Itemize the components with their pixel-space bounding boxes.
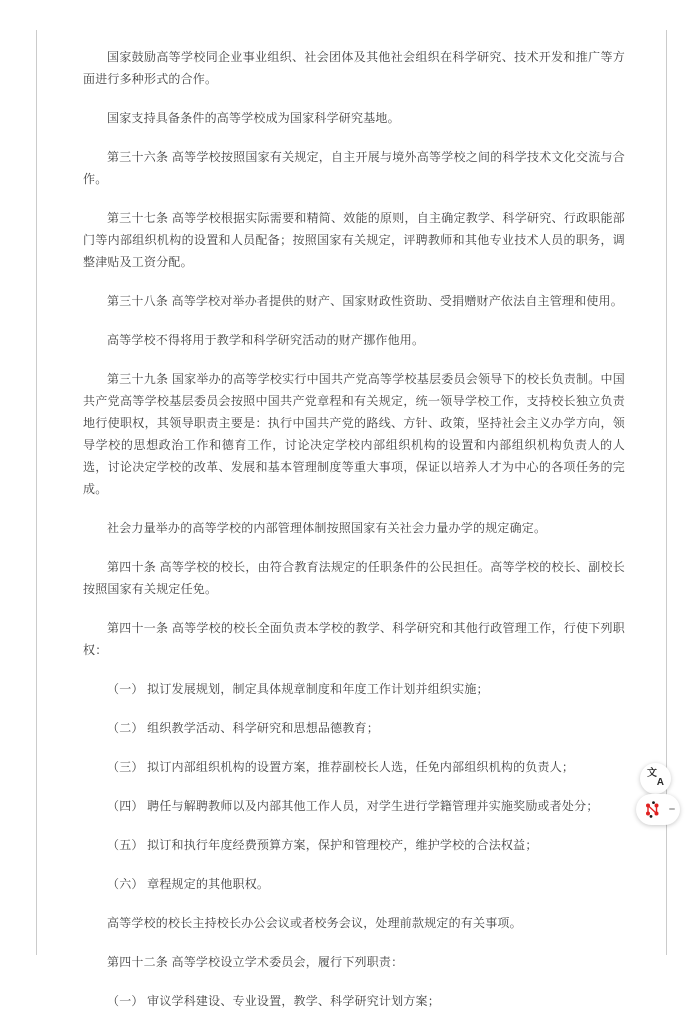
- paragraph-article-41: 第四十一条 高等学校的校长全面负责本学校的教学、科学研究和其他行政管理工作，行使下列职权：: [83, 621, 625, 657]
- paragraph: 高等学校不得将用于教学和科学研究活动的财产挪作他用。: [107, 333, 425, 347]
- list-item-5: （五） 拟订和执行年度经费预算方案，保护和管理校产，维护学校的合法权益；: [107, 838, 538, 852]
- list-item-1: （一） 拟订发展规划，制定具体规章制度和年度工作计划并组织实施；: [107, 682, 489, 696]
- paragraph-article-36: 第三十六条 高等学校按照国家有关规定，自主开展与境外高等学校之间的科学技术文化交流与合作。: [83, 150, 625, 186]
- document-body: [83, 46, 625, 1012]
- graph-n-icon: [644, 801, 661, 818]
- list-item-1b: （一） 审议学科建设、专业设置，教学、科学研究计划方案；: [107, 994, 440, 1008]
- list-item-2: （二） 组织教学活动、科学研究和思想品德教育；: [107, 721, 379, 735]
- list-item-4: （四） 聘任与解聘教师以及内部其他工作人员，对学生进行学籍管理并实施奖励或者处分；: [107, 799, 599, 813]
- paragraph-article-38: 第三十八条 高等学校对举办者提供的财产、国家财政性资助、受捐赠财产依法自主管理和使用。: [107, 294, 623, 308]
- collapse-handle[interactable]: [669, 808, 675, 810]
- paragraph-article-40: 第四十条 高等学校的校长，由符合教育法规定的任职条件的公民担任。高等学校的校长、副校长按照国家有关规定任免。: [83, 560, 625, 596]
- list-item-6: （六） 章程规定的其他职权。: [107, 877, 270, 891]
- paragraph-article-39: 第三十九条 国家举办的高等学校实行中国共产党高等学校基层委员会领导下的校长负责制。中国共产党高等学校基层委员会按照中国共产党章程和有关规定，统一领导学校工作，支持校长独立负责地行使职权，其领导职责主要是：执行中国共产党的路线、方针、政策，坚持社会主义办学方向，领导学校的思想政治工作和德育工作，讨论决定学校内部组织机构的设置和内部组织机构负责人的人选，讨论决定学校的改革、发展和基本管理制度等重大事项，保证以培养人才为中心的各项任务的完成。: [83, 372, 625, 496]
- paragraph: 国家支持具备条件的高等学校成为国家科学研究基地。: [107, 111, 400, 125]
- paragraph: 高等学校的校长主持校长办公会议或者校务会议，处理前款规定的有关事项。: [107, 916, 522, 930]
- paragraph: 国家鼓励高等学校同企业事业组织、社会团体及其他社会组织在科学研究、技术开发和推广等方面进行多种形式的合作。: [83, 50, 625, 86]
- translate-button[interactable]: [640, 763, 671, 794]
- paragraph: 社会力量举办的高等学校的内部管理体制按照国家有关社会力量办学的规定确定。: [107, 521, 547, 535]
- document-card: [36, 30, 667, 1008]
- paragraph-article-42: 第四十二条 高等学校设立学术委员会，履行下列职责：: [107, 955, 404, 969]
- list-item-3: （三） 拟订内部组织机构的设置方案，推荐副校长人选，任免内部组织机构的负责人；: [107, 760, 575, 774]
- translate-icon: 文 A: [647, 768, 664, 788]
- extension-button[interactable]: [636, 794, 680, 825]
- paragraph-article-37: 第三十七条 高等学校根据实际需要和精简、效能的原则，自主确定教学、科学研究、行政职能部门等内部组织机构的设置和人员配备；按照国家有关规定，评聘教师和其他专业技术人员的职务，调整津贴及工资分配。: [83, 211, 625, 269]
